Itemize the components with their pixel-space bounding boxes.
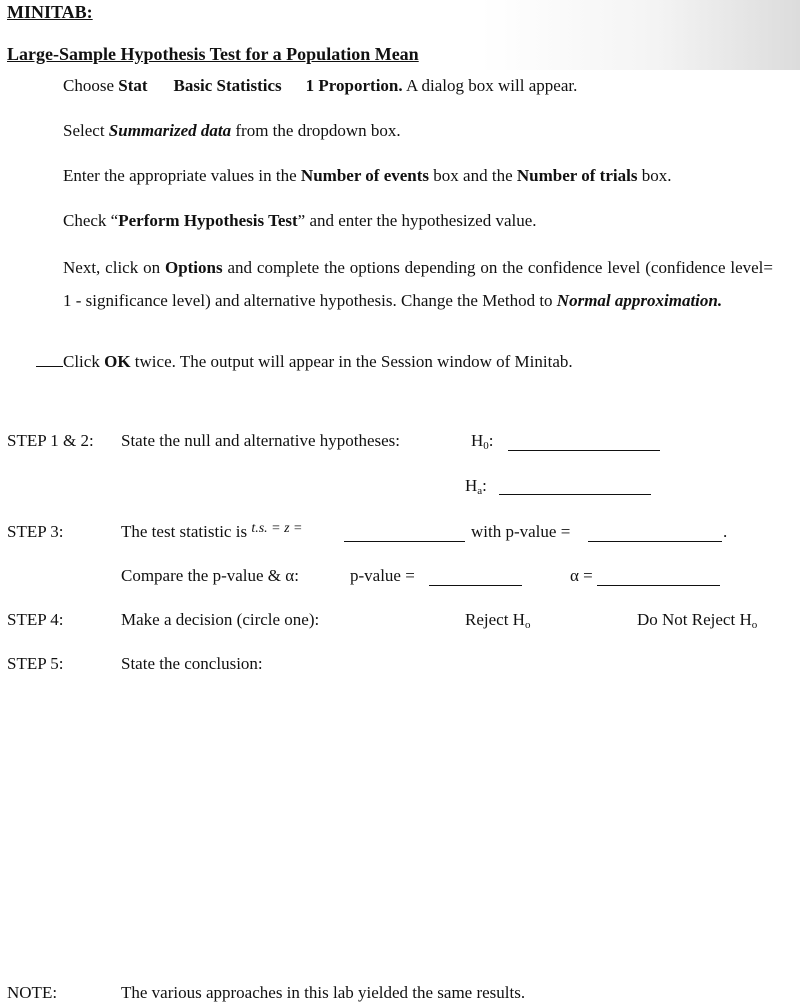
instruction-choose-stat: Choose Stat Basic Statistics 1 Proportion. A dialog box will appear. [63,76,578,95]
null-hypothesis-blank[interactable] [508,432,660,451]
note-text: The various approaches in this lab yielded the same results. [121,983,526,1002]
alt-hypothesis-label: $H_a$: [465,476,487,497]
step5-label: STEP 5: [7,654,64,673]
do-not-reject-option[interactable]: Do Not Reject $H_o$ [637,610,758,631]
null-hypothesis-label: $H_0$: [471,431,494,452]
compare-pvalue-blank[interactable] [429,566,522,586]
scan-shadow [480,0,800,70]
with-pvalue-label: with p-value = [471,522,571,541]
test-statistic-text: The test statistic is $^{t.s. = z =}$ [121,521,303,541]
pvalue-blank[interactable] [588,522,722,542]
step4-label: STEP 4: [7,610,64,629]
test-statistic-blank[interactable] [344,522,465,542]
instruction-perform-test: Check “Perform Hypothesis Test” and enter the hypothesized value. [63,211,537,230]
page-title: MINITAB: [7,2,93,22]
instruction-summarized: Select Summarized data from the dropdown box. [63,121,401,140]
step3-label: STEP 3: [7,522,64,541]
step12-text: State the null and alternative hypotheses: [121,431,401,450]
instruction-options: Next, click on Options and complete the options depending on the confidence level (confidence level= 1 - significance level) and alternative hypothesis. Change the Method to Normal approximation. [63,258,773,310]
compare-text: Compare the p-value & α: [121,566,299,585]
checkbox-blank-line [36,366,63,367]
instruction-click-ok: Click OK twice. The output will appear in the Session window of Minitab. [36,352,573,372]
note-label: NOTE: [7,983,58,1002]
reject-option[interactable]: Reject $H_o$ [465,610,531,631]
alt-hypothesis-blank[interactable] [499,476,651,495]
conclusion-text: State the conclusion: [121,654,263,673]
section-title: Large-Sample Hypothesis Test for a Population Mean [7,44,419,64]
instruction-enter-values: Enter the appropriate values in the Number of events box and the Number of trials box. [63,166,672,185]
step12-label: STEP 1 & 2: [7,431,94,450]
alpha-label: α = [570,566,593,585]
period: . [723,522,728,541]
decision-text: Make a decision (circle one): [121,610,320,629]
pvalue-label: p-value = [350,566,415,585]
alpha-blank[interactable] [597,566,720,586]
